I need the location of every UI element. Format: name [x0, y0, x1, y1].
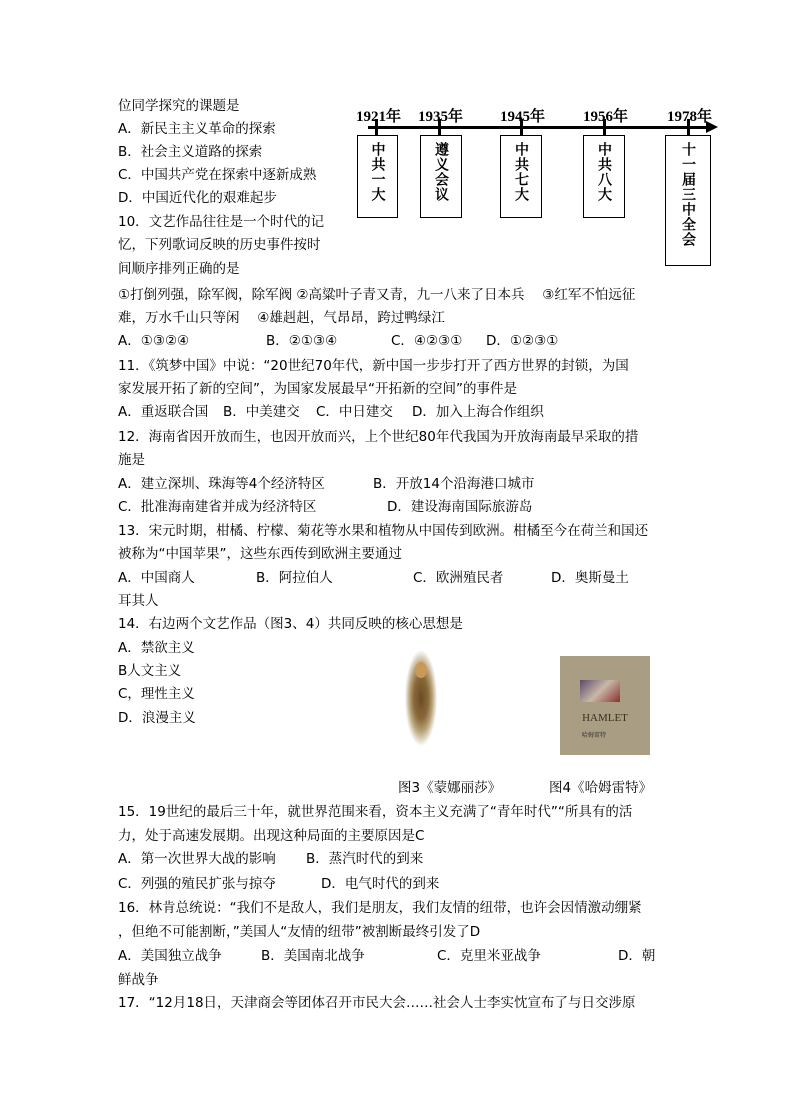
q16-stem: ，但绝不可能割断，”美国人“友情的纽带”被割断最终引发了D — [118, 924, 481, 940]
q16-stem: 16．林肯总统说：“我们不是敌人，我们是朋友，我们友情的纽带，也许会因情激动绷紧 — [118, 900, 642, 916]
timeline-event-box — [500, 135, 542, 218]
timeline-year: 1921年 — [356, 109, 402, 125]
q10-lyrics: 难，万水千山只等闲 ④雄赳赳，气昂昂，跨过鸭绿江 — [118, 310, 445, 326]
q11-stem: 11．《筑梦中国》中说：“20世纪70年代，新中国一步步打开了西方世界的封锁，为国 — [118, 358, 629, 374]
q13-option-b: B．阿拉伯人 — [256, 570, 333, 586]
q13-option-c: C．欧洲殖民者 — [413, 570, 504, 586]
timeline-year: 1935年 — [418, 109, 464, 125]
q10-option-d: D．①②③① — [486, 333, 559, 349]
q16-option-d: D．朝 — [618, 948, 656, 964]
timeline-event-box — [583, 135, 625, 218]
q9-option-c: C．中国共产党在探索中逐新成熟 — [118, 167, 317, 183]
q12-option-a: A．建立深圳、珠海等4个经济特区 — [118, 476, 325, 492]
timeline-year: 1945年 — [500, 109, 546, 125]
q10-stem: 忆，下列歌词反映的历史事件按时 — [118, 237, 321, 253]
q14-option-d: D．浪漫主义 — [118, 710, 196, 726]
q12-option-c: C．批准海南建省并成为经济特区 — [118, 499, 317, 515]
fig3-caption: 图3《蒙娜丽莎》 — [398, 780, 502, 796]
q10-option-b: B．②①③④ — [266, 333, 338, 349]
q15-option-b: B．蒸汽时代的到来 — [306, 851, 424, 867]
q11-stem: 家发展开拓了新的空间”，为国家发展最早“开拓新的空间”的事件是 — [118, 381, 517, 397]
q11-option-c: C．中日建交 — [316, 404, 393, 420]
q15-option-c: C．列强的殖民扩张与掠夺 — [118, 876, 276, 892]
q10-option-c: C．④②③① — [391, 333, 463, 349]
q10-stem: 10．文艺作品往往是一个时代的记 — [118, 214, 325, 230]
q16-option-a: A．美国独立战争 — [118, 948, 222, 964]
q13-option-d: D．奥斯曼土 — [551, 570, 629, 586]
q10-stem: 间顺序排列正确的是 — [118, 261, 240, 277]
timeline-event: 中共八大 — [596, 142, 612, 202]
q14-option-c: C，理性主义 — [118, 686, 195, 702]
q14-option-a: A．禁欲主义 — [118, 640, 195, 656]
book-cover-picture — [580, 680, 620, 702]
q12-option-b: B．开放14个沿海港口城市 — [373, 476, 535, 492]
q9-option-b: B．社会主义道路的探索 — [118, 144, 263, 160]
timeline-event: 遵义会议 — [433, 142, 449, 202]
q13-stem: 被称为“中国苹果”，这些东西传到欧洲主要通过 — [118, 546, 402, 562]
q11-option-a: A．重返联合国 — [118, 404, 209, 420]
q16-option-d-wrap: 鲜战争 — [118, 972, 159, 988]
q14-stem: 14．右边两个文艺作品（图3、4）共同反映的核心思想是 — [118, 616, 463, 632]
mona-lisa-image — [403, 650, 439, 750]
q15-option-a: A．第一次世界大战的影响 — [118, 851, 276, 867]
hamlet-book-cover-image — [560, 656, 650, 755]
q11-option-b: B．中美建交 — [223, 404, 300, 420]
timeline-event-box — [420, 135, 462, 218]
q11-option-d: D．加入上海合作组织 — [412, 404, 544, 420]
timeline-event: 中共一大 — [369, 142, 386, 202]
timeline-event: 中共七大 — [513, 142, 529, 202]
q10-lyrics: ①打倒列强，除军阀，除军阀 ②高粱叶子青又青，九一八来了日本兵 ③红军不怕远征 — [118, 287, 636, 303]
timeline-event: 十一届三中全会 — [680, 142, 696, 247]
q12-option-d: D．建设海南国际旅游岛 — [387, 499, 533, 515]
q12-stem: 施是 — [118, 452, 145, 468]
q15-option-d: D．电气时代的到来 — [321, 876, 440, 892]
timeline-axis — [368, 126, 710, 129]
timeline-year: 1956年 — [583, 109, 629, 125]
mona-lisa-face — [415, 662, 427, 678]
q15-stem: 15．19世纪的最后三十年，就世界范围来看，资本主义充满了“青年时代”“所具有的活 — [118, 804, 633, 820]
q13-stem: 13．宋元时期，柑橘、柠檬、菊花等水果和植物从中国传到欧洲。柑橘至今在荷兰和国还 — [118, 523, 649, 539]
timeline-year: 1978年 — [667, 109, 713, 125]
timeline-event-box — [357, 135, 398, 218]
book-chinese-title: 哈姆雷特 — [582, 732, 607, 739]
q15-stem: 力，处于高速发展期。出现这种局面的主要原因是C — [118, 828, 425, 844]
q9-option-a: A．新民主主义革命的探索 — [118, 121, 276, 137]
q10-option-a: A．①③②④ — [118, 333, 190, 349]
q16-option-c: C．克里米亚战争 — [437, 948, 541, 964]
fig4-caption: 图4《哈姆雷特》 — [549, 780, 653, 796]
q16-option-b: B．美国南北战争 — [261, 948, 365, 964]
q12-stem: 12．海南省因开放而生，也因开放而兴，上个世纪80年代我国为开放海南最早采取的措 — [118, 429, 639, 445]
q9-stem: 位同学探究的课题是 — [118, 98, 240, 114]
timeline-event-box — [665, 135, 711, 266]
q9-option-d: D．中国近代化的艰难起步 — [118, 190, 277, 206]
q13-option-a: A．中国商人 — [118, 570, 195, 586]
q17-stem: 17．“12月18日，天津商会等团体召开市民大会……社会人士李实忱宣布了与日交涉原 — [118, 995, 636, 1011]
q14-option-b: B人文主义 — [118, 663, 182, 679]
q13-option-d-wrap: 耳其人 — [118, 593, 159, 609]
book-title: HAMLET — [582, 712, 628, 724]
